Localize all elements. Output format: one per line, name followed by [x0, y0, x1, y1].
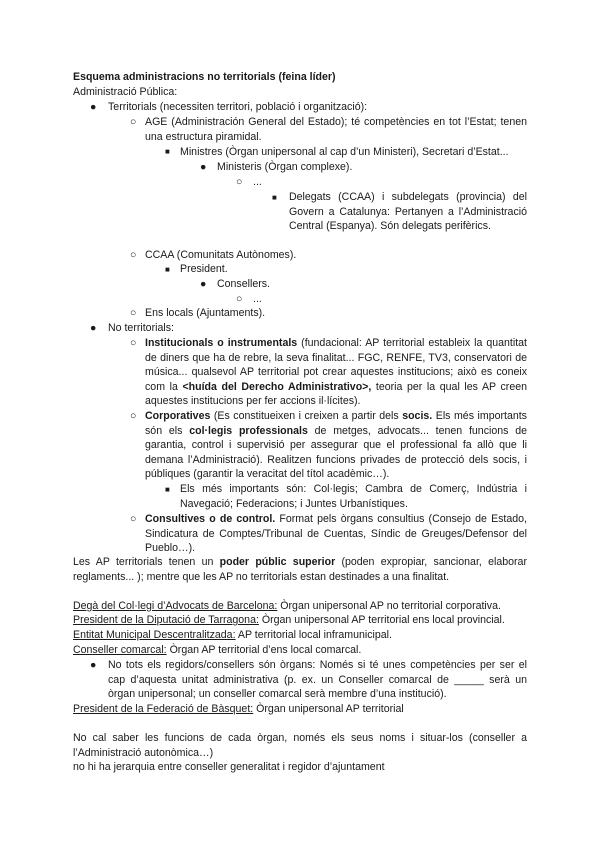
- bullet-square-icon: ■: [165, 147, 170, 156]
- corporatives-text-2: Els més importants són els: [145, 410, 527, 437]
- intro-text: Administració Pública:: [73, 86, 178, 98]
- poder-public-term: poder públic superior: [219, 556, 336, 568]
- age-item: AGE (Administración General del Estado); té competències en tot l’Estat; tenen una estructura piramidal.: [145, 116, 527, 143]
- consultives-item: [145, 512, 527, 556]
- bullet-disc-icon: ●: [90, 659, 97, 671]
- summary-text: Les AP territorials tenen un: [73, 556, 220, 568]
- example-line: [73, 628, 392, 643]
- bullet-circle-icon: ○: [130, 116, 137, 128]
- huida-term: <huída del Derecho Administrativo>,: [182, 380, 372, 393]
- bullet-disc-icon: ●: [90, 101, 97, 113]
- example-text: Òrgan AP territorial d’ens local comarcal.: [166, 644, 362, 656]
- bullet-square-icon: ■: [272, 193, 277, 202]
- bullet-disc-icon: ●: [200, 161, 207, 173]
- corporatives-item: [145, 409, 527, 482]
- institucionals-text-2: teoria per la qual les AP creen aquestes institucions per fer accions il·lícites).: [145, 380, 527, 408]
- example-line: [73, 599, 501, 614]
- document-title: Esquema administracions no territorials (feina líder): [73, 71, 336, 83]
- bullet-circle-icon: ○: [130, 410, 137, 422]
- example-text: Òrgan unipersonal AP no territorial corporativa.: [277, 600, 501, 612]
- ellipsis-item: ...: [253, 293, 262, 305]
- ministres-item: Ministres (Òrgan unipersonal al cap d’un Ministeri), Secretari d’Estat...: [180, 146, 509, 158]
- footer-note: No cal saber les funcions de cada òrgan, només els seus noms i situar-los (conseller a l’Administració autonòmica…): [73, 732, 527, 759]
- summary-text-2: (poden expropiar, sancionar, elaborar reglaments... ); mentre que les AP no territorials estan destinades a una finalitat.: [73, 556, 527, 583]
- example-label: Entitat Municipal Descentralitzada:: [73, 629, 236, 641]
- example-text: AP territorial local inframunicipal.: [235, 629, 392, 641]
- example-label: Conseller comarcal:: [73, 644, 167, 656]
- corporatives-text: (Es constitueixen i creixen a partir dels: [210, 410, 403, 422]
- institucionals-item: [145, 336, 527, 409]
- footer-note-2: no hi ha jerarquia entre conseller generalitat i regidor d’ajuntament: [73, 761, 385, 773]
- summary-paragraph: [73, 555, 527, 584]
- consellers-item: Consellers.: [217, 278, 270, 290]
- corporatives-title: Corporatives: [145, 410, 211, 422]
- example-label: Degà del Col·legi d’Advocats de Barcelona:: [73, 600, 278, 612]
- note-paragraph: No tots els regidors/consellers són òrgans: Només si té unes competències per ser el cap d’aquesta unitat administrativa (p. ex. un Conseller comarcal de _____ serà un òrgan unipersonal; un conseller comarcal serà membre d’una institució).: [108, 659, 527, 701]
- delegats-item: Delegats (CCAA) i subdelegats (provincia) del Govern a Catalunya: Pertanyen a l’Administració Central (Espanya). Són delegats perifèrics.: [289, 191, 527, 233]
- example-label: President de la Federació de Bàsquet:: [73, 703, 254, 715]
- ccaa-item: CCAA (Comunitats Autònomes).: [145, 249, 297, 261]
- bullet-circle-icon: ○: [130, 249, 137, 261]
- institucionals-title: Institucionals o instrumentals: [145, 337, 298, 349]
- ens-locals-item: Ens locals (Ajuntaments).: [145, 307, 266, 319]
- example-line: [73, 702, 404, 717]
- socis-term: socis.: [402, 410, 433, 422]
- example-line: [73, 613, 505, 628]
- no-territorials-heading: No territorials:: [108, 322, 174, 334]
- corporatives-subitem: Els més importants són: Col·legis; Cambra de Comerç, Indústria i Navegació; Federacions; i Juntes Urbanístiques.: [180, 483, 527, 510]
- bullet-circle-icon: ○: [236, 293, 243, 305]
- bullet-circle-icon: ○: [236, 176, 243, 188]
- bullet-square-icon: ■: [165, 485, 170, 494]
- bullet-square-icon: ■: [165, 265, 170, 274]
- bullet-circle-icon: ○: [130, 337, 137, 349]
- bullet-disc-icon: ●: [200, 278, 207, 290]
- bullet-disc-icon: ●: [90, 322, 97, 334]
- example-label: President de la Diputació de Tarragona:: [73, 614, 259, 626]
- bullet-circle-icon: ○: [130, 307, 137, 319]
- consultives-title: Consultives o de control.: [145, 513, 276, 525]
- consultives-text: Format pels òrgans consultius (Consejo de Estado, Sindicatura de Comptes/Tribunal de Cuentas, Síndic de Greuges/Defensor del Pueblo…).: [145, 513, 527, 555]
- bullet-circle-icon: ○: [130, 513, 137, 525]
- territorials-heading: Territorials (necessiten territori, població i organització):: [108, 101, 368, 113]
- ministeris-item: Ministeris (Òrgan complexe).: [217, 161, 353, 173]
- example-line: [73, 643, 361, 658]
- example-text: Òrgan unipersonal AP territorial ens local provincial.: [258, 614, 505, 626]
- example-text: Òrgan unipersonal AP territorial: [253, 703, 404, 715]
- ellipsis-item: ...: [253, 176, 262, 188]
- institucionals-text: (fundacional: AP territorial estableix la quantitat de diners que ha de rebre, la seva finalitat... FGC, RENFE, TV3, conservatori de música... qualsevol AP territorial pot crear aquestes institucions; això es coneix com la: [145, 337, 527, 393]
- corporatives-text-3: de metges, advocats... tenen funcions de garantia, control i supervisió per assegurar que el professional fa allò que li demana l’Administració). Realitzen funcions privades de protecció dels socis, i públiques (garantir la veracitat del títol acadèmic…).: [145, 424, 527, 481]
- col-legis-term: col·legis professionals: [189, 424, 308, 437]
- president-item: President.: [180, 263, 228, 275]
